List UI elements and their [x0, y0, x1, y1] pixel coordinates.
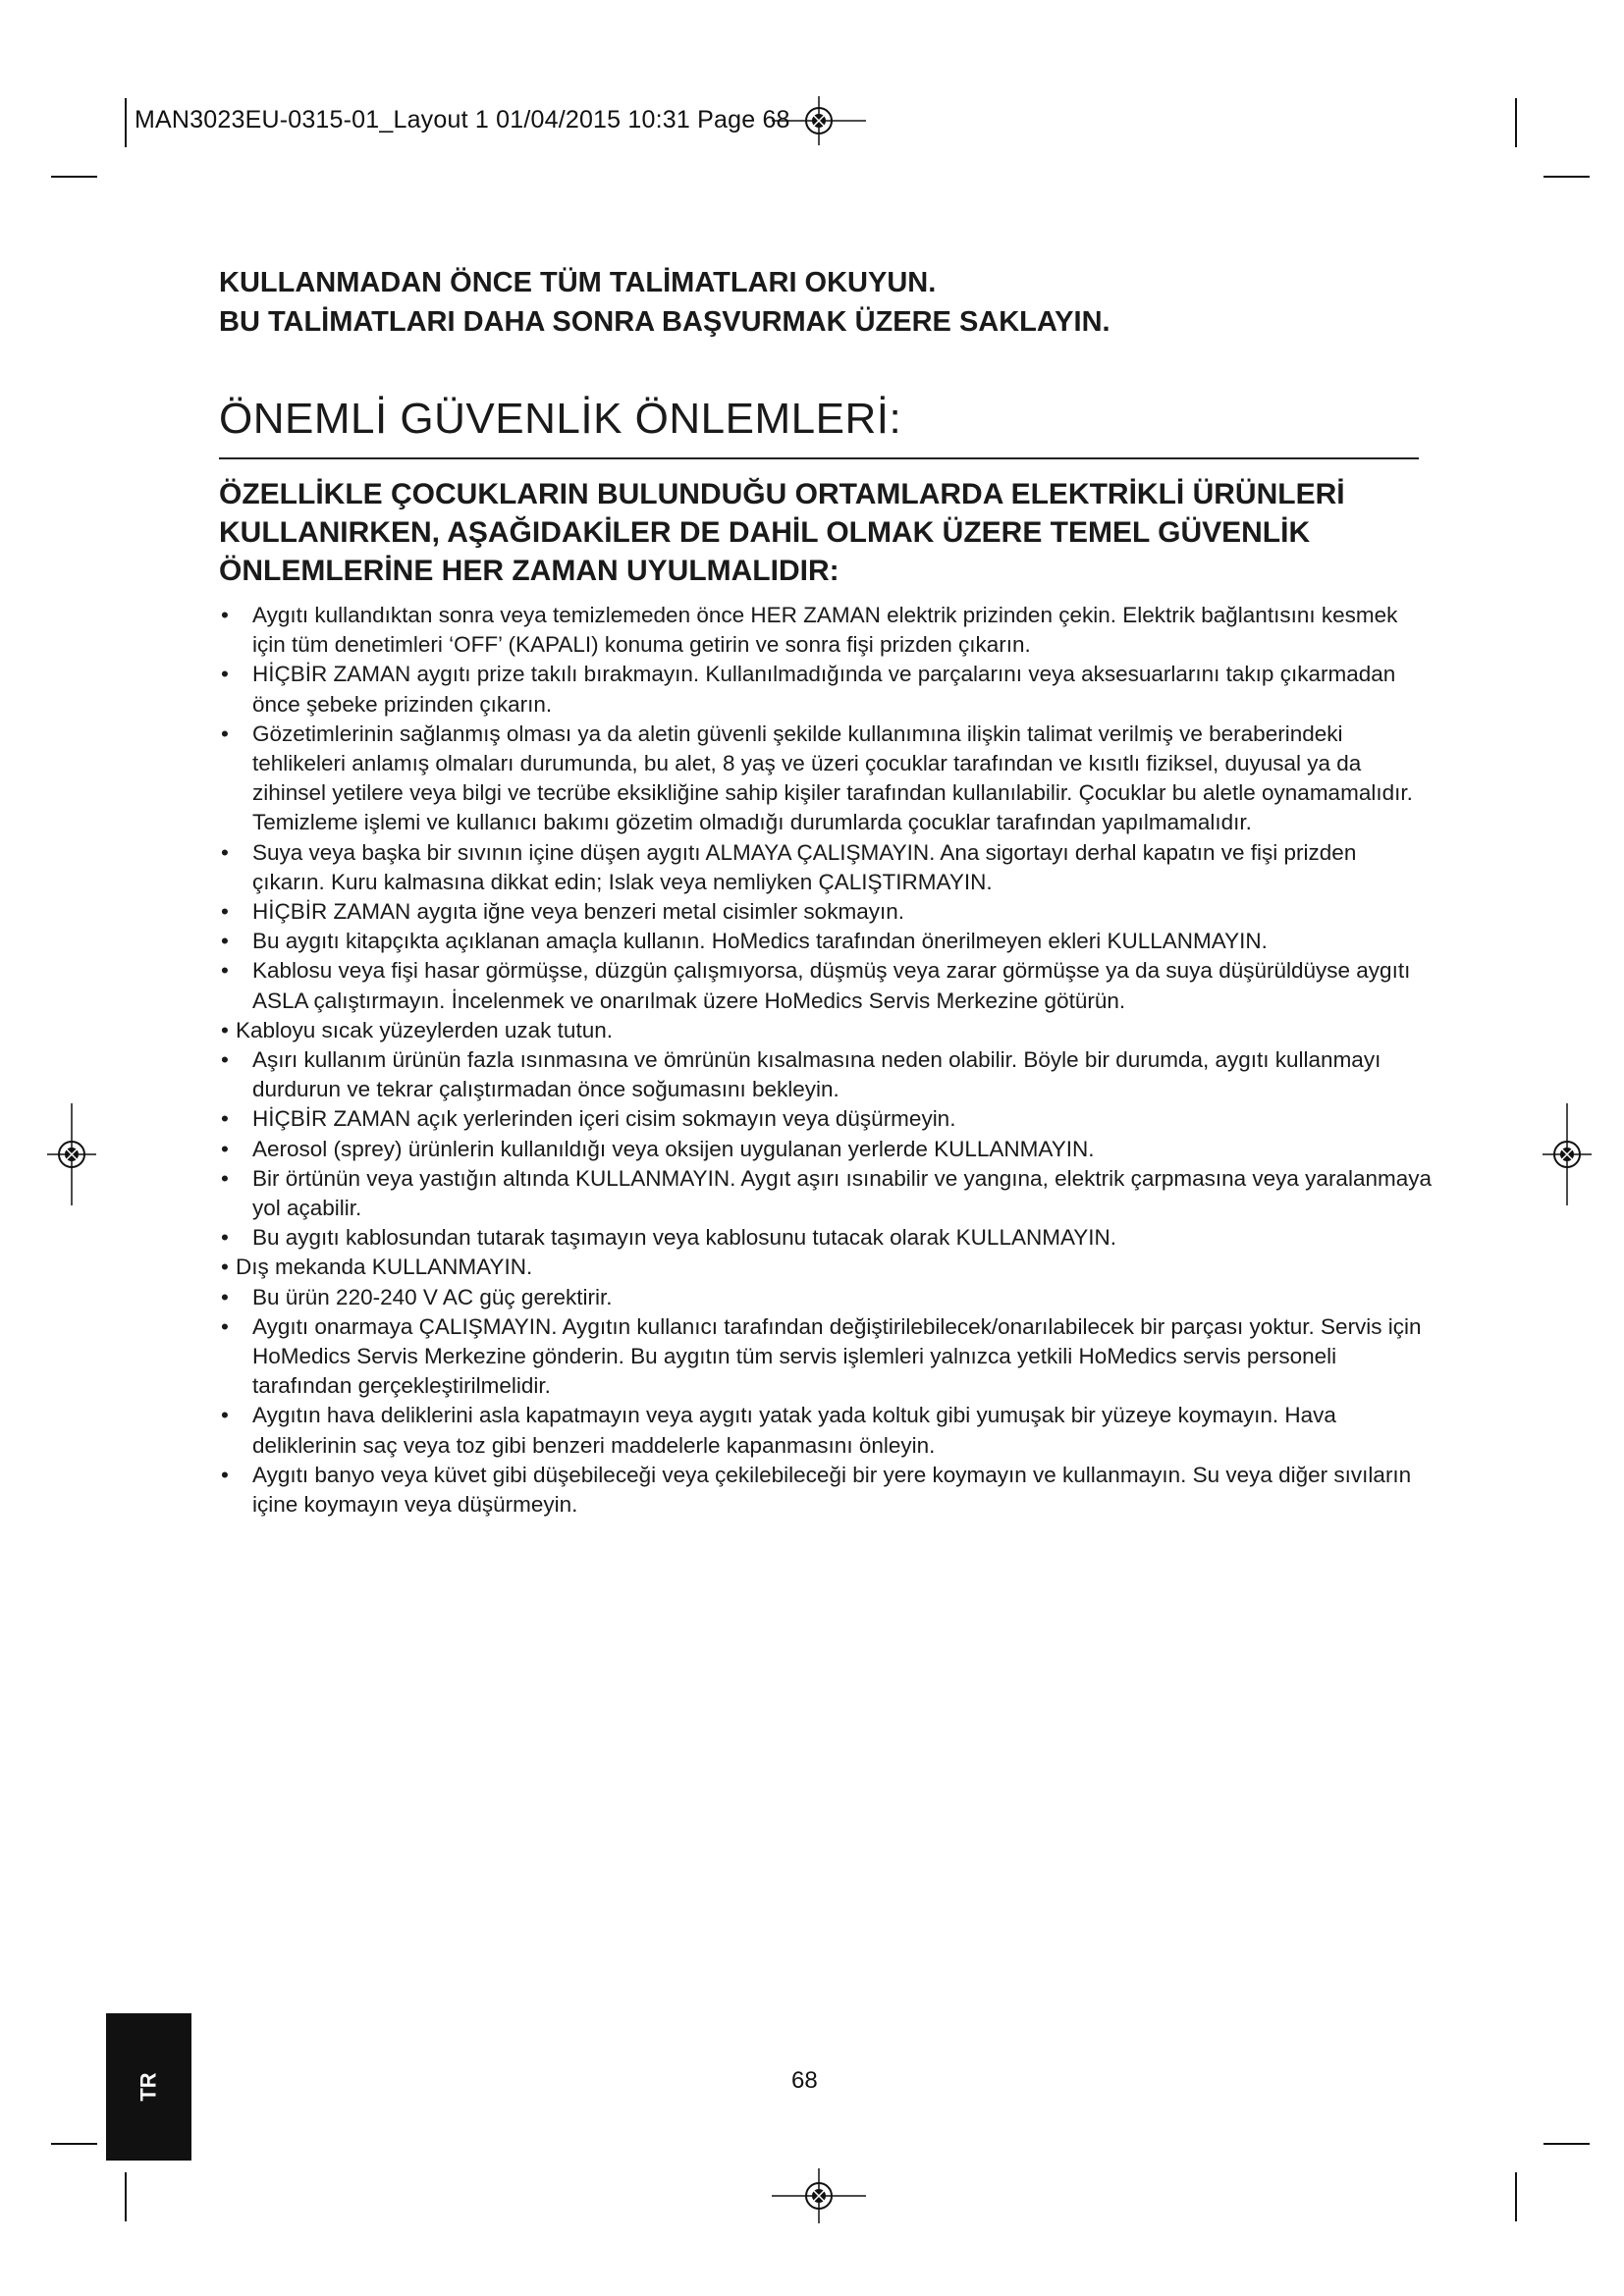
- list-item-text: Bir örtünün veya yastığın altında KULLANMAYIN. Aygıt aşırı ısınabilir ve yangına, elektrik çarpmasına veya yaralanmaya yol açabilir.: [252, 1165, 1432, 1221]
- list-item: [219, 838, 1432, 897]
- bullet-icon: •: [221, 1136, 229, 1161]
- list-item: [219, 956, 1432, 1015]
- list-item-text: Suya veya başka bir sıvının içine düşen aygıtı ALMAYA ÇALIŞMAYIN. Ana sigortayı derhal kapatın ve fişi prizden çıkarın. Kuru kalmasına dikkat edin; Islak veya nemliyken ÇALIŞTIRMAYIN.: [252, 839, 1357, 894]
- list-item: [219, 1223, 1432, 1253]
- list-item-text: Kablosu veya fişi hasar görmüşse, düzgün çalışmıyorsa, düşmüş veya zarar görmüşse ya da suya düşürüldüyse aygıtı ASLA çalıştırmayın. İncelenmek ve onarılmak üzere HoMedics Servis Merkezine götürün.: [252, 958, 1411, 1013]
- bullet-icon: •: [221, 1284, 229, 1309]
- registration-mark-left-icon: [47, 1103, 96, 1205]
- bullet-icon: •: [221, 1255, 229, 1280]
- crop-mark-top-right-vertical: [1515, 98, 1517, 147]
- bullet-icon: •: [221, 1403, 229, 1428]
- page-number: 68: [791, 2067, 818, 2094]
- list-item-text: Bu ürün 220-240 V AC güç gerektirir.: [252, 1284, 613, 1309]
- crop-mark-bottom-left-vertical: [125, 2172, 127, 2221]
- bullet-icon: •: [221, 1313, 229, 1339]
- list-item-text: Aşırı kullanım ürünün fazla ısınmasına ve ömrünün kısalmasına neden olabilir. Böyle bir durumda, aygıtı kullanmayı durdurun ve tekrar çalıştırmadan önce soğumasını bekleyin.: [252, 1047, 1381, 1102]
- list-item: [219, 720, 1432, 838]
- list-item-text: Aygıtın hava deliklerini asla kapatmayın veya aygıtı yatak yada koltuk gibi yumuşak bir yüzeye koymayın. Hava deliklerinin saç veya toz gibi benzeri maddelerle kapanmasını önleyin.: [252, 1403, 1336, 1458]
- list-item: [219, 1135, 1432, 1164]
- crop-mark-bottom-right-horizontal: [1543, 2143, 1590, 2145]
- list-item: [219, 897, 1432, 927]
- bullet-icon: •: [221, 662, 229, 687]
- bullet-icon: •: [221, 839, 229, 865]
- bullet-icon: •: [221, 929, 229, 954]
- list-item: [219, 1164, 1432, 1223]
- intro-line-1: KULLANMADAN ÖNCE TÜM TALİMATLARI OKUYUN.: [219, 267, 937, 298]
- safety-list: [219, 601, 1432, 1520]
- bullet-icon: •: [221, 1017, 229, 1042]
- list-item-text: Bu aygıtı kablosundan tutarak taşımayın veya kablosunu tutacak olarak KULLANMAYIN.: [252, 1225, 1117, 1251]
- language-tab: [106, 2013, 191, 2161]
- crop-mark-bottom-left-horizontal: [51, 2143, 97, 2145]
- list-item: [219, 1045, 1432, 1104]
- safety-subheading: ÖZELLİKLE ÇOCUKLARIN BULUNDUĞU ORTAMLARDA ELEKTRİKLİ ÜRÜNLERİ KULLANIRKEN, AŞAĞIDAKİLER DE DAHİL OLMAK ÜZERE TEMEL GÜVENLİK ÖNLEMLERİNE HER ZAMAN UYULMALIDIR:: [219, 478, 1345, 587]
- list-item: [219, 1104, 1432, 1134]
- list-item: [219, 1401, 1432, 1460]
- list-item: [219, 1461, 1432, 1520]
- list-item: [219, 1283, 1432, 1312]
- registration-mark-bottom-icon: [772, 2168, 866, 2223]
- crop-mark-top-left-horizontal: [51, 176, 97, 178]
- list-item-text: Gözetimlerinin sağlanmış olması ya da aletin güvenli şekilde kullanımına ilişkin talimat verilmiş ve beraberindeki tehlikeleri anlamış olmaları durumunda, bu alet, 8 yaş ve üzeri çocuklar tarafından ve kısıtlı fiziksel, duyusal ya da zihinsel yetilere veya bilgi ve tecrübe eksikliğine sahip kişiler tarafından kullanılabilir. Çocuklar bu aletle oynamamalıdır. Temizleme işlemi ve kullanıcı bakımı gözetim olmadığı durumlarda çocuklar tarafından yapılmamalıdır.: [252, 721, 1413, 835]
- title-divider: [219, 457, 1419, 459]
- list-item-text: Aygıtı banyo veya küvet gibi düşebileceği veya çekilebileceği bir yere koymayın ve kullanmayın. Su veya diğer sıvıların içine koymayın veya düşürmeyin.: [252, 1462, 1412, 1518]
- list-item-text: Kabloyu sıcak yüzeylerden uzak tutun.: [236, 1017, 613, 1042]
- list-item-text: HİÇBİR ZAMAN açık yerlerinden içeri cisim sokmayın veya düşürmeyin.: [252, 1106, 956, 1132]
- language-tab-label: TR: [135, 2072, 161, 2102]
- list-item-text: Aygıtı onarmaya ÇALIŞMAYIN. Aygıtın kullanıcı tarafından değiştirilebilecek/onarılabilecek bir parçası yoktur. Servis için HoMedics Servis Merkezine gönderin. Bu aygıtın tüm servis işlemleri yalnızca yetkili HoMedics servis personeli tarafından gerçekleştirilmelidir.: [252, 1313, 1422, 1399]
- bullet-icon: •: [221, 721, 229, 746]
- list-item-text: Dış mekanda KULLANMAYIN.: [236, 1255, 533, 1280]
- print-slug-line: MAN3023EU-0315-01_Layout 1 01/04/2015 10:31 Page 68: [135, 106, 790, 133]
- section-title: ÖNEMLİ GÜVENLİK ÖNLEMLERİ:: [219, 395, 902, 443]
- list-item: [219, 1312, 1432, 1402]
- bullet-icon: •: [221, 1106, 229, 1132]
- bullet-icon: •: [221, 1047, 229, 1073]
- list-item-text: HİÇBİR ZAMAN aygıtı prize takılı bırakmayın. Kullanılmadığında ve parçalarını veya aksesuarlarını takıp çıkarmadan önce şebeke prizinden çıkarın.: [252, 662, 1396, 717]
- bullet-icon: •: [221, 1225, 229, 1251]
- registration-mark-top-icon: [772, 96, 866, 145]
- list-item-text: HİÇBİR ZAMAN aygıta iğne veya benzeri metal cisimler sokmayın.: [252, 899, 904, 925]
- intro-line-2: BU TALİMATLARI DAHA SONRA BAŞVURMAK ÜZERE SAKLAYIN.: [219, 306, 1110, 338]
- list-item: [219, 601, 1432, 660]
- list-item-text: Aygıtı kullandıktan sonra veya temizlemeden önce HER ZAMAN elektrik prizinden çekin. Elektrik bağlantısını kesmek için tüm denetimleri ‘OFF’ (KAPALI) konuma getirin ve sonra fişi prizden çıkarın.: [252, 603, 1398, 658]
- list-item: [219, 1016, 1432, 1045]
- list-item: [219, 1253, 1432, 1282]
- bullet-icon: •: [221, 603, 229, 627]
- registration-mark-right-icon: [1543, 1103, 1592, 1205]
- list-item-text: Bu aygıtı kitapçıkta açıklanan amaçla kullanın. HoMedics tarafından önerilmeyen ekleri KULLANMAYIN.: [252, 929, 1268, 954]
- bullet-icon: •: [221, 1165, 229, 1191]
- crop-mark-bottom-right-vertical: [1515, 2172, 1517, 2221]
- bullet-icon: •: [221, 1462, 229, 1487]
- bullet-icon: •: [221, 958, 229, 984]
- list-item: [219, 660, 1432, 719]
- crop-mark-top-right-horizontal: [1543, 176, 1590, 178]
- list-item-text: Aerosol (sprey) ürünlerin kullanıldığı veya oksijen uygulanan yerlerde KULLANMAYIN.: [252, 1136, 1095, 1161]
- crop-mark-top-left-vertical: [125, 98, 127, 147]
- list-item: [219, 927, 1432, 956]
- bullet-icon: •: [221, 899, 229, 925]
- intro-heading: [219, 263, 1427, 342]
